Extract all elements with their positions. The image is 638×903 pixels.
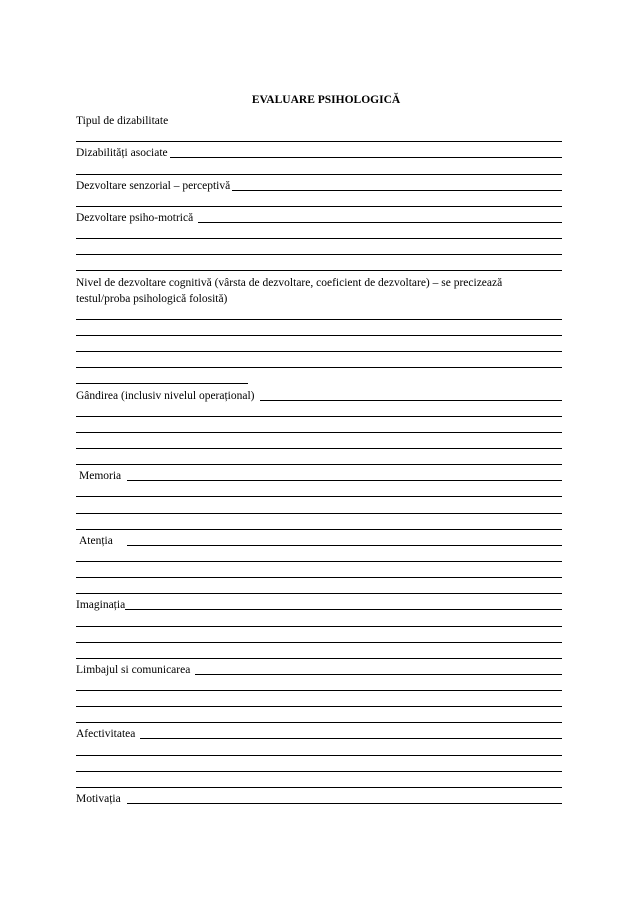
blank-line[interactable]	[76, 160, 562, 176]
field-psihomotrica-row	[76, 209, 562, 225]
blank-line[interactable]	[76, 709, 562, 725]
field-gandirea-row	[76, 386, 562, 402]
answer-line[interactable]	[76, 334, 562, 336]
field-cognitiva-label-2: testul/proba psihologică folosită)	[76, 292, 228, 305]
answer-line[interactable]	[76, 512, 562, 514]
blank-line[interactable]	[76, 499, 562, 515]
answer-line[interactable]	[127, 802, 562, 804]
answer-line[interactable]	[76, 140, 562, 142]
answer-line[interactable]	[76, 269, 562, 271]
field-imaginatia-row	[76, 596, 562, 612]
answer-line[interactable]	[76, 431, 562, 433]
blank-line[interactable]	[76, 693, 562, 709]
blank-line[interactable]	[76, 257, 562, 273]
field-limbajul-label: Limbajul si comunicarea	[76, 663, 191, 676]
blank-line[interactable]	[76, 241, 562, 257]
blank-line[interactable]	[76, 564, 562, 580]
answer-line[interactable]	[76, 657, 562, 659]
answer-line[interactable]	[76, 625, 562, 627]
blank-line[interactable]	[76, 435, 562, 451]
field-cognitiva-row-2	[76, 290, 562, 306]
answer-line[interactable]	[76, 689, 562, 691]
answer-line[interactable]	[76, 350, 562, 352]
field-motivatia-row	[76, 790, 562, 806]
field-dizabilitati-row	[76, 144, 562, 160]
blank-line[interactable]	[76, 774, 562, 790]
answer-line[interactable]	[76, 173, 562, 175]
blank-line[interactable]	[76, 419, 562, 435]
field-dizabilitati-label: Dizabilități asociate	[76, 147, 168, 160]
answer-line[interactable]	[76, 415, 562, 417]
answer-line[interactable]	[76, 318, 562, 320]
blank-line[interactable]	[76, 741, 562, 757]
blank-line[interactable]	[76, 548, 562, 564]
blank-line[interactable]	[76, 128, 562, 144]
answer-line[interactable]	[198, 221, 562, 223]
blank-line[interactable]	[76, 677, 562, 693]
blank-line[interactable]	[76, 403, 562, 419]
answer-line[interactable]	[76, 641, 562, 643]
blank-line[interactable]	[76, 338, 562, 354]
answer-line[interactable]	[76, 495, 562, 497]
field-afectivitatea-label: Afectivitatea	[76, 728, 136, 741]
blank-line[interactable]	[76, 354, 562, 370]
answer-line[interactable]	[76, 447, 562, 449]
blank-line[interactable]	[76, 645, 562, 661]
answer-line[interactable]	[76, 705, 562, 707]
answer-line[interactable]	[170, 156, 562, 158]
document-title: EVALUARE PSIHOLOGICĂ	[251, 94, 401, 106]
field-atentia-row	[76, 532, 562, 548]
answer-line[interactable]	[76, 528, 562, 530]
answer-line[interactable]	[76, 560, 562, 562]
answer-line[interactable]	[76, 576, 562, 578]
evaluation-form	[76, 112, 562, 806]
answer-line[interactable]	[232, 189, 562, 191]
answer-line[interactable]	[76, 382, 248, 384]
blank-line[interactable]	[76, 580, 562, 596]
answer-line[interactable]	[127, 479, 562, 481]
field-limbajul-row	[76, 661, 562, 677]
answer-line[interactable]	[76, 366, 562, 368]
answer-line[interactable]	[76, 770, 562, 772]
field-imaginatia-label: Imaginația	[76, 599, 126, 612]
answer-line[interactable]	[76, 463, 562, 465]
blank-line[interactable]	[76, 306, 562, 322]
answer-line[interactable]	[140, 737, 562, 739]
answer-line[interactable]	[76, 754, 562, 756]
blank-line[interactable]	[76, 322, 562, 338]
field-tipul-label: Tipul de dizabilitate	[76, 115, 169, 128]
field-afectivitatea-row	[76, 725, 562, 741]
blank-line[interactable]	[76, 451, 562, 467]
field-senzorial-label: Dezvoltare senzorial – perceptivă	[76, 179, 231, 192]
blank-line[interactable]	[76, 612, 562, 628]
field-atentia-label: Atenția	[79, 534, 113, 547]
field-motivatia-label: Motivația	[76, 793, 121, 806]
field-cognitiva-label-1: Nivel de dezvoltare cognitivă (vârsta de dezvoltare, coeficient de dezvoltare) – se precizează	[76, 276, 503, 289]
blank-line[interactable]	[76, 516, 562, 532]
field-memoria-row	[76, 467, 562, 483]
blank-line[interactable]	[76, 483, 562, 499]
blank-line[interactable]	[76, 629, 562, 645]
answer-line[interactable]	[260, 399, 562, 401]
answer-line[interactable]	[76, 786, 562, 788]
blank-line[interactable]	[76, 193, 562, 209]
field-memoria-label: Memoria	[79, 470, 122, 483]
answer-line[interactable]	[195, 673, 562, 675]
field-cognitiva-row-1	[76, 273, 562, 289]
answer-line[interactable]	[127, 544, 562, 546]
answer-line[interactable]	[76, 205, 562, 207]
answer-line[interactable]	[76, 592, 562, 594]
blank-line[interactable]	[76, 225, 562, 241]
answer-line[interactable]	[76, 721, 562, 723]
field-senzorial-row	[76, 177, 562, 193]
answer-line[interactable]	[76, 237, 562, 239]
field-tipul-label-row	[76, 112, 562, 128]
answer-line[interactable]	[76, 253, 562, 255]
blank-line-short[interactable]	[76, 370, 562, 386]
answer-line[interactable]	[125, 608, 562, 610]
field-psihomotrica-label: Dezvoltare psiho-motrică	[76, 211, 194, 224]
blank-line[interactable]	[76, 758, 562, 774]
field-gandirea-label: Gândirea (inclusiv nivelul operațional)	[76, 389, 255, 402]
